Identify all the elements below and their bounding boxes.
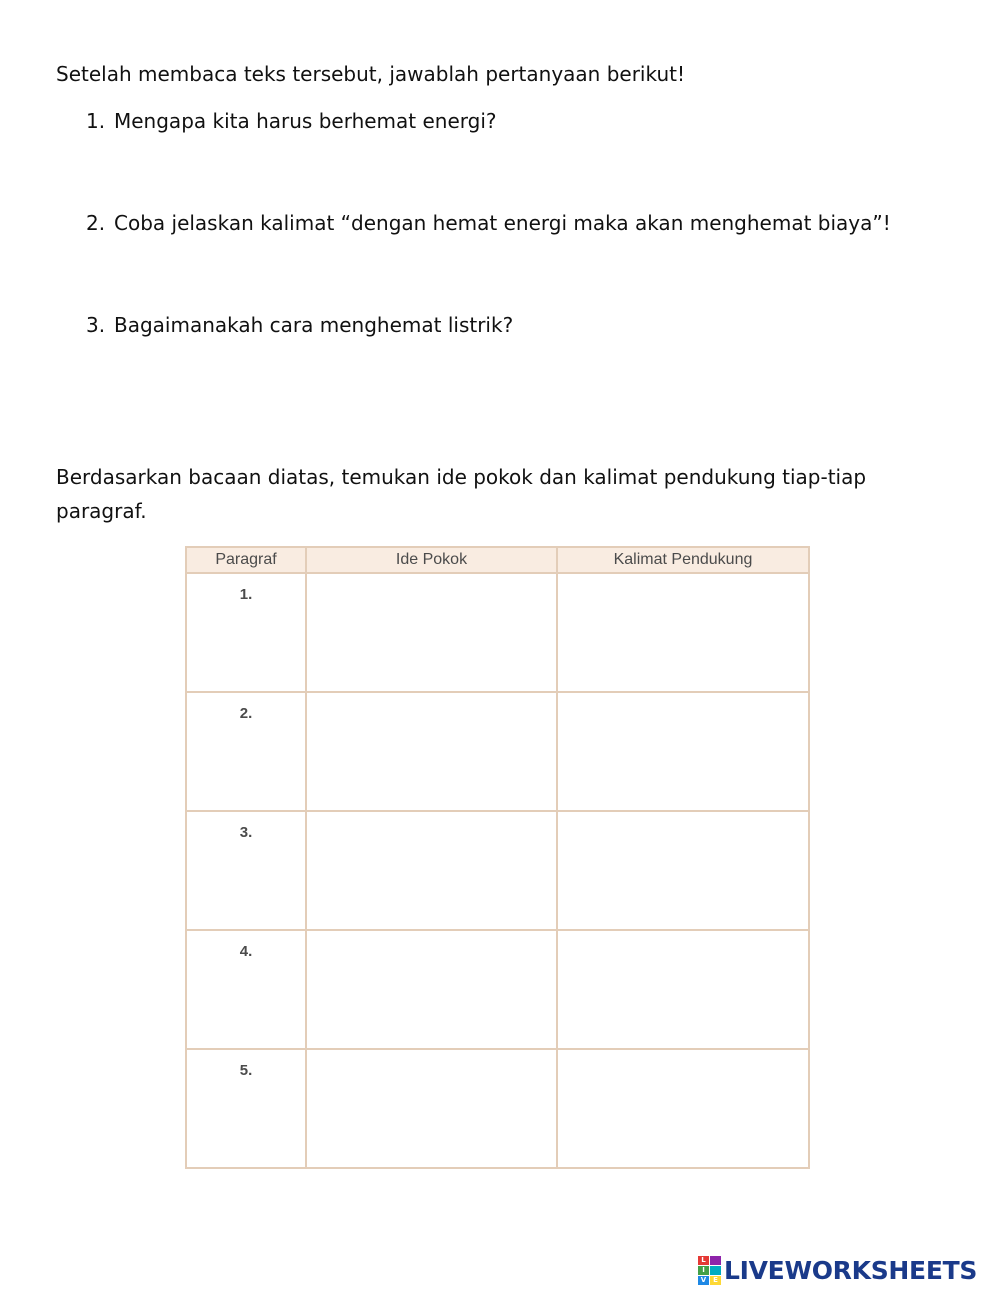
- question-text: Coba jelaskan kalimat “dengan hemat energi maka akan menghemat biaya”!: [114, 211, 891, 235]
- logo-block: E: [710, 1276, 721, 1285]
- header-ide-pokok: Ide Pokok: [306, 547, 557, 573]
- question-1: [86, 107, 497, 135]
- table-row: [186, 930, 809, 1049]
- paragraf-number-cell: 1.: [186, 573, 306, 692]
- table-row: [186, 573, 809, 692]
- logo-block: [710, 1266, 721, 1275]
- instruction-text: Setelah membaca teks tersebut, jawablah pertanyaan berikut!: [56, 62, 685, 86]
- question-text: Mengapa kita harus berhemat energi?: [114, 109, 497, 133]
- kalimat-pendukung-answer-cell[interactable]: [557, 692, 809, 811]
- logo-block: L: [698, 1256, 709, 1265]
- logo-block: V: [698, 1276, 709, 1285]
- paragraf-number-cell: 5.: [186, 1049, 306, 1168]
- logo-block: [710, 1256, 721, 1265]
- worksheet-table: [185, 546, 810, 1169]
- ide-pokok-answer-cell[interactable]: [306, 930, 557, 1049]
- question-number: 1.: [86, 109, 106, 133]
- ide-pokok-answer-cell[interactable]: [306, 811, 557, 930]
- paragraf-number-cell: 3.: [186, 811, 306, 930]
- question-2: [86, 209, 891, 237]
- liveworksheets-logo: [698, 1256, 977, 1285]
- logo-blocks-icon: [698, 1256, 721, 1285]
- header-kalimat-pendukung: Kalimat Pendukung: [557, 547, 809, 573]
- paragraf-number-cell: 2.: [186, 692, 306, 811]
- kalimat-pendukung-answer-cell[interactable]: [557, 930, 809, 1049]
- question-number: 3.: [86, 313, 106, 337]
- ide-pokok-answer-cell[interactable]: [306, 573, 557, 692]
- kalimat-pendukung-answer-cell[interactable]: [557, 811, 809, 930]
- kalimat-pendukung-answer-cell[interactable]: [557, 573, 809, 692]
- table-header-row: [186, 547, 809, 573]
- paragraf-number-cell: 4.: [186, 930, 306, 1049]
- question-text: Bagaimanakah cara menghemat listrik?: [114, 313, 514, 337]
- ide-pokok-answer-cell[interactable]: [306, 692, 557, 811]
- logo-block: I: [698, 1266, 709, 1275]
- ide-pokok-answer-cell[interactable]: [306, 1049, 557, 1168]
- question-3: [86, 311, 513, 339]
- kalimat-pendukung-answer-cell[interactable]: [557, 1049, 809, 1168]
- question-number: 2.: [86, 211, 106, 235]
- table-row: [186, 811, 809, 930]
- table-row: [186, 692, 809, 811]
- header-paragraf: Paragraf: [186, 547, 306, 573]
- table-row: [186, 1049, 809, 1168]
- table-instruction-text: Berdasarkan bacaan diatas, temukan ide pokok dan kalimat pendukung tiap-tiap paragraf.: [56, 465, 867, 523]
- logo-text: LIVEWORKSHEETS: [724, 1256, 978, 1285]
